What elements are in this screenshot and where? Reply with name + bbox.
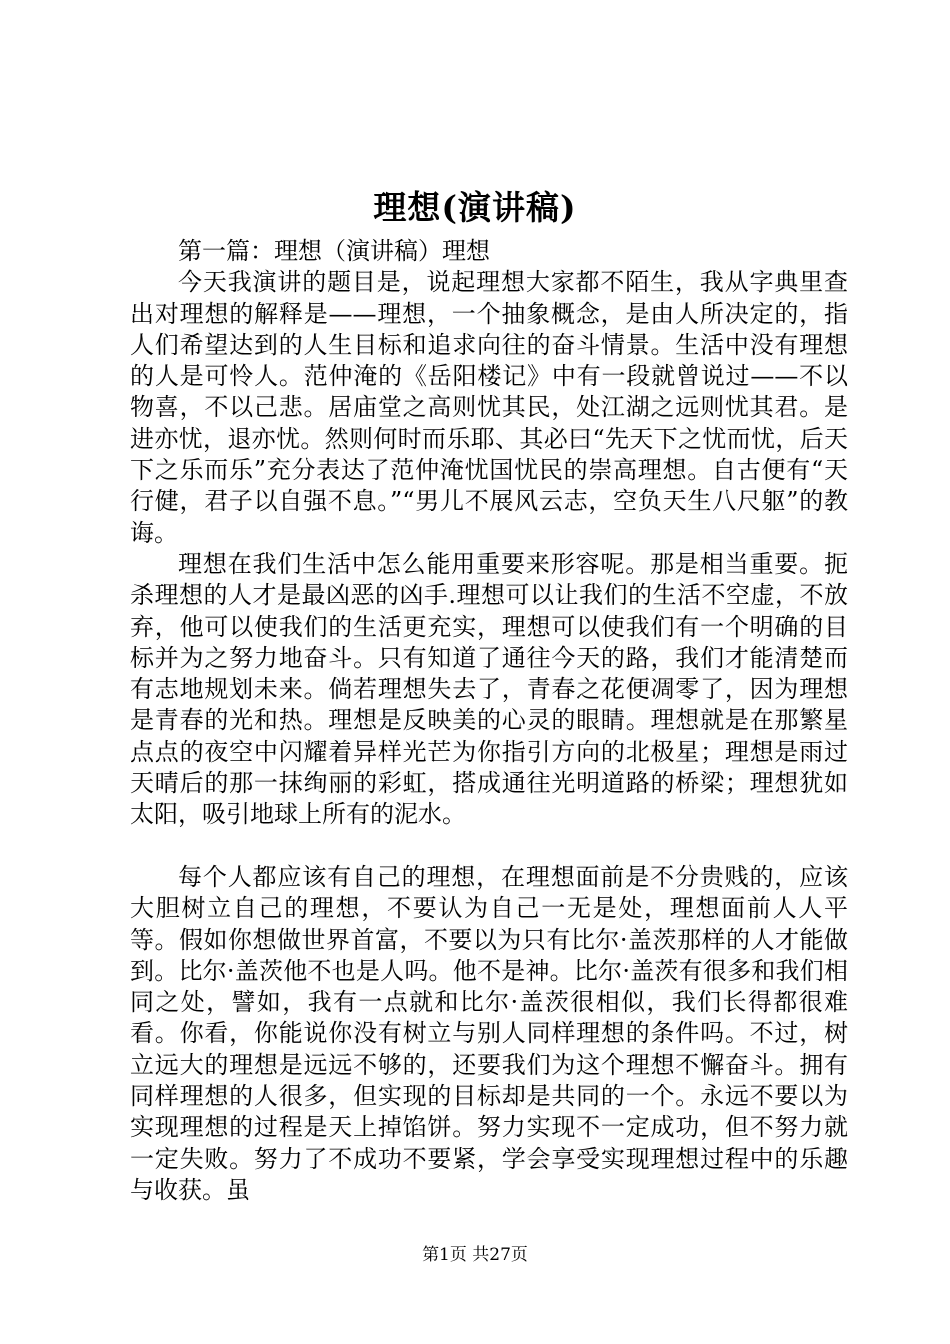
paragraph: 理想在我们生活中怎么能用重要来形容呢。那是相当重要。扼杀理想的人才是最凶恶的凶手.理想可以让我们的生活不空虚，不放弃，他可以使我们的生活更充实，理想可以使我们有一个明确的目标并为之努力地奋斗。只有知道了通往今天的路，我们才能清楚而有志地规划未来。倘若理想失去了，青春之花便凋零了，因为理想是青春的光和热。理想是反映美的心灵的眼睛。理想就是在那繁星点点的夜空中闪耀着异样光芒为你指引方向的北极星；理想是雨过天晴后的那一抹绚丽的彩虹，搭成通往光明道路的桥梁；理想犹如太阳，吸引地球上所有的泥水。 — [130, 549, 848, 829]
section-heading: 第一篇：理想（演讲稿）理想 — [178, 237, 490, 265]
paragraph: 每个人都应该有自己的理想，在理想面前是不分贵贱的，应该大胆树立自己的理想，不要认为自己一无是处，理想面前人人平等。假如你想做世界首富，不要以为只有比尔·盖茨那样的人才能做到。比尔·盖茨他不也是人吗。他不是神。比尔·盖茨有很多和我们相同之处，譬如，我有一点就和比尔·盖茨很相似，我们长得都很难看。你看，你能说你没有树立与别人同样理想的条件吗。不过，树立远大的理想是远远不够的，还要我们为这个理想不懈奋斗。拥有同样理想的人很多，但实现的目标却是共同的一个。永远不要以为实现理想的过程是天上掉馅饼。努力实现不一定成功，但不努力就一定失败。努力了不成功不要紧，学会享受实现理想过程中的乐趣与收获。虽 — [130, 862, 848, 1204]
page-number-footer: 第1页 共27页 — [422, 1245, 528, 1265]
document-body — [130, 236, 848, 1206]
document-title: 理想(演讲稿) — [373, 188, 577, 227]
paragraph: 今天我演讲的题目是，说起理想大家都不陌生，我从字典里查出对理想的解释是——理想，一个抽象概念，是由人所决定的，指人们希望达到的人生目标和追求向往的奋斗情景。生活中没有理想的人是可怜人。范仲淹的《岳阳楼记》中有一段就曾说过——不以物喜，不以己悲。居庙堂之高则忧其民，处江湖之远则忧其君。是进亦忧，退亦忧。然则何时而乐耶、其必曰“先天下之忧而忧，后天下之乐而乐”充分表达了范仲淹忧国忧民的崇高理想。自古便有“天行健，君子以自强不息。”“男儿不展风云志，空负天生八尺躯”的教诲。 — [130, 268, 848, 547]
